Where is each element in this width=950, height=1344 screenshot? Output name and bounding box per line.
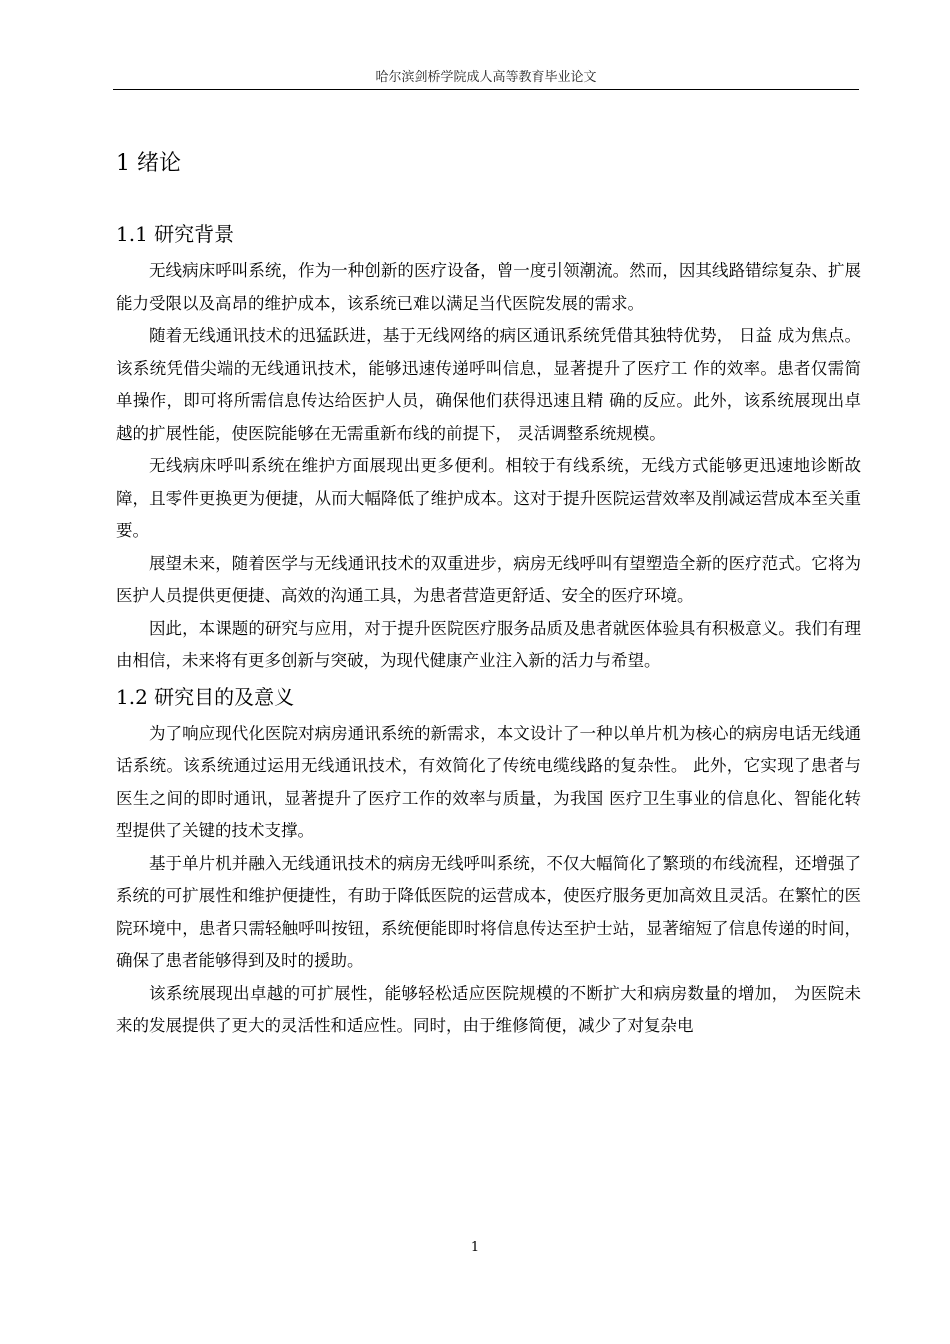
section-title-background: 1.1 研究背景: [116, 222, 235, 246]
paragraph: 因此，本课题的研究与应用，对于提升医院医疗服务品质及患者就医体验具有积极意义。我们有理由相信，未来将有更多创新与突破，为现代健康产业注入新的活力与希望。: [116, 618, 861, 670]
section-title-purpose: 1.2 研究目的及意义: [116, 684, 295, 709]
header-divider: [113, 89, 859, 90]
paragraph: 无线病床呼叫系统，作为一种创新的医疗设备，曾一度引领潮流。然而，因其线路错综复杂、扩展能力受限以及高昂的维护成本，该系统已难以满足当代医院发展的需求。: [116, 261, 861, 313]
document-body: [116, 147, 861, 1043]
paragraph: 展望未来，随着医学与无线通讯技术的双重进步，病房无线呼叫有望塑造全新的医疗范式。它将为医护人员提供更便捷、高效的沟通工具，为患者营造更舒适、安全的医疗环境。: [116, 553, 861, 605]
paragraph: 随着无线通讯技术的迅猛跃进，基于无线网络的病区通讯系统凭借其独特优势， 日益 成为焦点。该系统凭借尖端的无线通讯技术，能够迅速传递呼叫信息，显著提升了医疗工 作的效率。患者仅需简单操作，即可将所需信息传达给医护人员，确保他们获得迅速且精 确的反应。此外，该系统展现出卓越的扩展性能，使医院能够在无需重新布线的前提下， 灵活调整系统规模。: [116, 326, 861, 443]
paragraph: 该系统展现出卓越的可扩展性，能够轻松适应医院规模的不断扩大和病房数量的增加， 为医院未来的发展提供了更大的灵活性和适应性。同时，由于维修简便，减少了对复杂电: [116, 983, 861, 1035]
page-number: 1: [470, 1240, 480, 1255]
paragraph: 为了响应现代化医院对病房通讯系统的新需求，本文设计了一种以单片机为核心的病房电话无线通话系统。该系统通过运用无线通讯技术，有效简化了传统电缆线路的复杂性。 此外，它实现了患者与医生之间的即时通讯，显著提升了医疗工作的效率与质量，为我国 医疗卫生事业的信息化、智能化转型提供了关键的技术支撑。: [116, 723, 861, 840]
paragraph: 基于单片机并融入无线通讯技术的病房无线呼叫系统，不仅大幅简化了繁琐的布线流程，还增强了系统的可扩展性和维护便捷性，有助于降低医院的运营成本，使医疗服务更加高效且灵活。在繁忙的医院环境中，患者只需轻触呼叫按钮，系统便能即时将信息传达至护士站，显著缩短了信息传递的时间，确保了患者能够得到及时的援助。: [116, 853, 861, 970]
paragraph: 无线病床呼叫系统在维护方面展现出更多便利。相较于有线系统，无线方式能够更迅速地诊断故障，且零件更换更为便捷，从而大幅降低了维护成本。这对于提升医院运营效率及削减运营成本至关重要。: [116, 456, 861, 540]
page-header-title: 哈尔滨剑桥学院成人高等教育毕业论文: [375, 70, 597, 85]
chapter-title: 1 绪论: [116, 151, 181, 176]
